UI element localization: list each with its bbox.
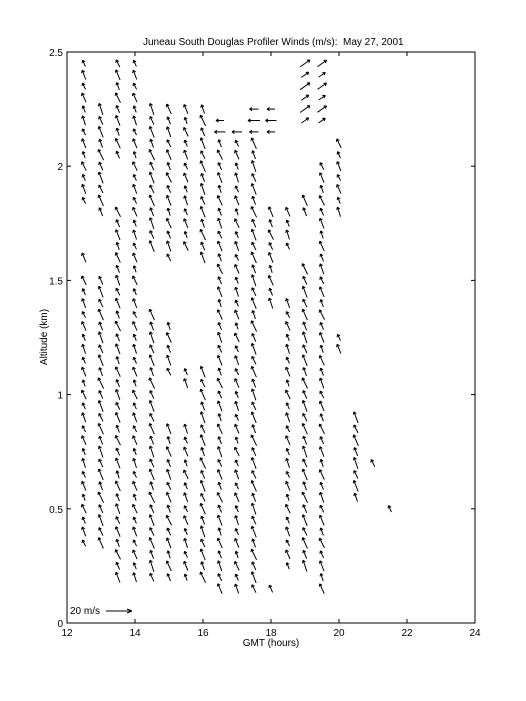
y-tick-label: 2.5 xyxy=(49,48,63,59)
x-tick-label: 12 xyxy=(61,628,73,639)
wind-vector-arrow xyxy=(149,378,154,389)
wind-vector-arrow xyxy=(149,492,154,503)
plot-area-frame xyxy=(67,52,475,623)
wind-vector-field xyxy=(82,60,392,594)
wind-vector-arrow xyxy=(302,264,307,275)
chart-title: Juneau South Douglas Profiler Winds (m/s): xyxy=(143,37,338,48)
y-axis-ticks xyxy=(49,48,475,630)
x-axis-label: GMT (hours) xyxy=(242,638,300,649)
y-tick-label: 1 xyxy=(57,390,63,402)
reference-vector xyxy=(70,606,132,617)
x-tick-label: 24 xyxy=(469,628,481,639)
wind-vector-arrow xyxy=(200,229,205,240)
x-tick-label: 22 xyxy=(401,628,413,639)
reference-vector-label: 20 m/s xyxy=(70,606,101,617)
wind-vector-arrow xyxy=(318,83,327,89)
wind-vector-arrow xyxy=(302,492,307,503)
y-axis-label: Altitude (km) xyxy=(39,308,50,366)
wind-vector-arrow xyxy=(302,378,307,389)
x-tick-label: 16 xyxy=(197,628,209,639)
chart-date: May 27, 2001 xyxy=(343,37,404,48)
wind-vector-arrow xyxy=(200,115,205,126)
wind-vector-arrow xyxy=(300,60,310,67)
wind-vector-arrow xyxy=(318,60,327,66)
wind-vector-arrow xyxy=(98,492,103,503)
wind-vector-arrow xyxy=(200,458,205,469)
wind-vector-arrow xyxy=(251,549,256,560)
y-tick-label: 2 xyxy=(57,162,63,174)
y-tick-label: 0.5 xyxy=(49,504,63,516)
y-tick-label: 0 xyxy=(57,619,63,630)
wind-vector-arrow xyxy=(318,106,327,112)
wind-vector-arrow xyxy=(98,149,103,160)
wind-vector-arrow xyxy=(251,435,256,446)
x-tick-label: 14 xyxy=(129,628,141,639)
y-tick-label: 1.5 xyxy=(49,276,63,288)
wind-vector-arrow xyxy=(251,321,256,332)
wind-vector-arrow xyxy=(98,378,103,389)
wind-vector-arrow xyxy=(251,207,256,218)
wind-vector-arrow xyxy=(200,572,205,583)
x-axis-ticks xyxy=(61,52,481,639)
wind-vector-arrow xyxy=(149,149,154,160)
x-tick-label: 18 xyxy=(265,628,277,639)
x-tick-label: 20 xyxy=(333,628,345,639)
wind-vector-arrow xyxy=(300,83,310,90)
wind-vector-arrow xyxy=(300,106,310,113)
